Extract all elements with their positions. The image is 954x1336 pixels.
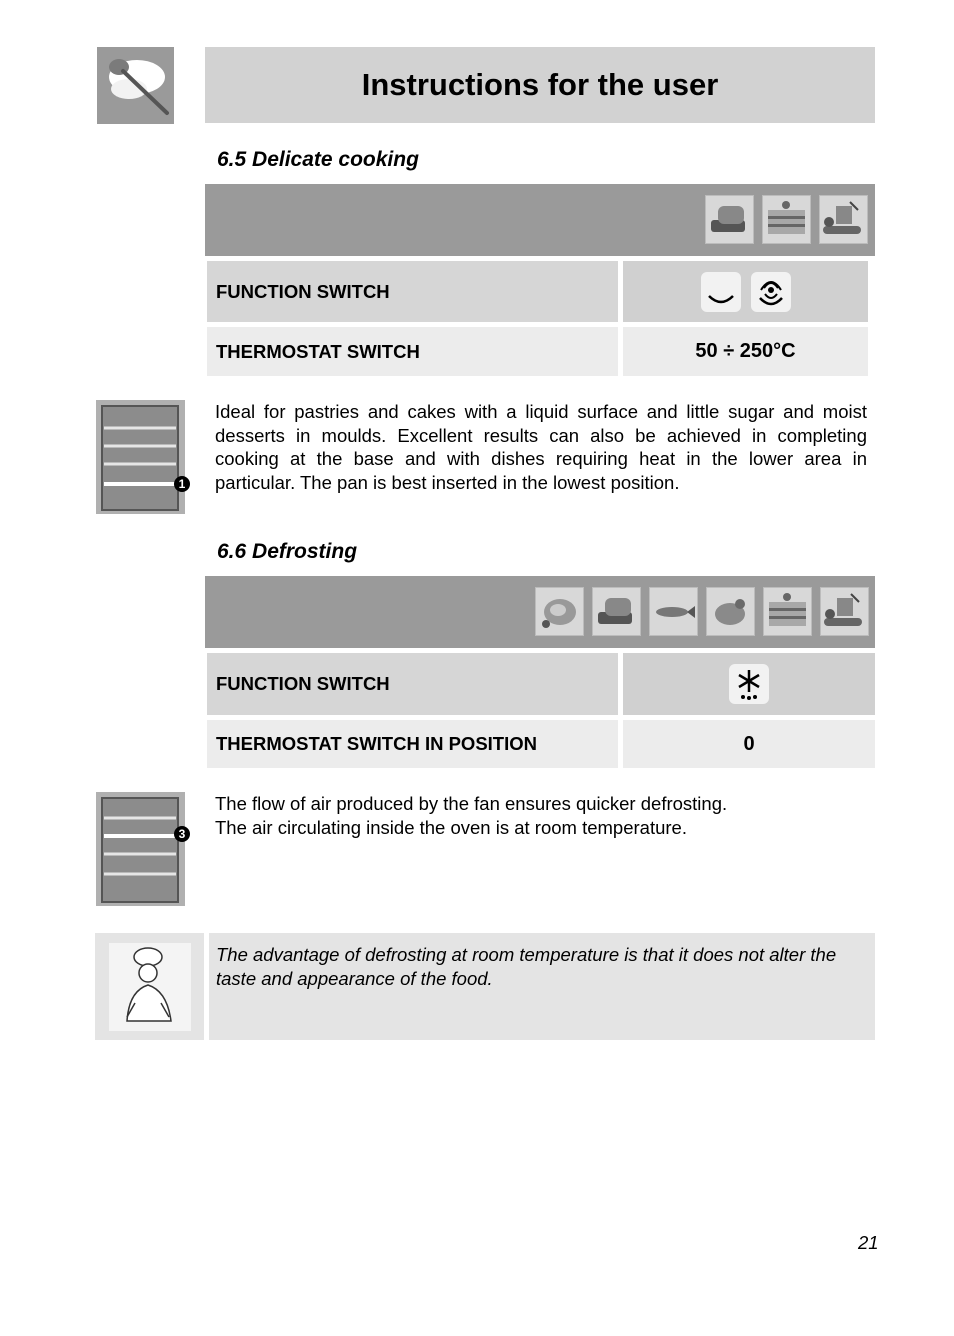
cake-slice-icon (763, 587, 812, 636)
thermostat-switch-label: THERMOSTAT SWITCH (207, 327, 618, 376)
delicate-cooking-description: Ideal for pastries and cakes with a liquid surface and little sugar and moist desserts in moulds. Excellent results can also be achieved in completing cooking at the base and with dishes requiring heat in the lower area in particular. The pan is best inserted in the lowest position. (215, 401, 867, 493)
cake-slice-icon (762, 195, 811, 244)
bread-icon (592, 587, 641, 636)
bottom-heat-icon (701, 272, 741, 312)
fan-bottom-heat-icon (751, 272, 791, 312)
poultry-icon (706, 587, 755, 636)
note-text: The advantage of defrosting at room temperature is that it does not alter the taste and appearance of the food. (216, 944, 837, 989)
logo (97, 47, 174, 124)
page-title-bar (205, 47, 875, 123)
function-switch-label: FUNCTION SWITCH (207, 261, 618, 322)
page-title: Instructions for the user (361, 67, 719, 102)
thermostat-switch-value: 0 (623, 720, 875, 768)
section-heading-delicate-cooking: 6.5 Delicate cooking (217, 148, 419, 171)
fish-icon (649, 587, 698, 636)
function-switch-label: FUNCTION SWITCH (207, 653, 618, 715)
defrosting-description-line: The air circulating inside the oven is at room temperature. (215, 816, 687, 838)
defrosting-description-line: The flow of air produced by the fan ensures quicker defrosting. (215, 793, 728, 814)
chef-icon (95, 933, 204, 1040)
function-switch-value (623, 653, 875, 715)
food-category-band (205, 184, 875, 256)
shelf-number-badge: 3 (174, 826, 190, 842)
note-box (209, 933, 875, 1040)
pastry-tools-icon (819, 195, 868, 244)
section-heading-defrosting: 6.6 Defrosting (217, 540, 358, 563)
oven-shelf-position-image (96, 400, 185, 514)
page-number: 21 (858, 1232, 879, 1253)
meat-joint-icon (535, 587, 584, 636)
pastry-tools-icon (820, 587, 869, 636)
shelf-number-badge: 1 (174, 476, 190, 492)
spoon-and-chef-hat-icon (97, 47, 174, 124)
bread-icon (705, 195, 754, 244)
chef-note-icon-box (95, 933, 204, 1040)
snowflake-defrost-icon (729, 664, 769, 704)
defrosting-description (215, 792, 867, 839)
thermostat-switch-value: 50 ÷ 250°C (623, 327, 868, 376)
thermostat-switch-label: THERMOSTAT SWITCH IN POSITION (207, 720, 618, 768)
function-switch-value (623, 261, 868, 322)
food-category-band (205, 576, 875, 648)
oven-shelf-position-image (96, 792, 185, 906)
